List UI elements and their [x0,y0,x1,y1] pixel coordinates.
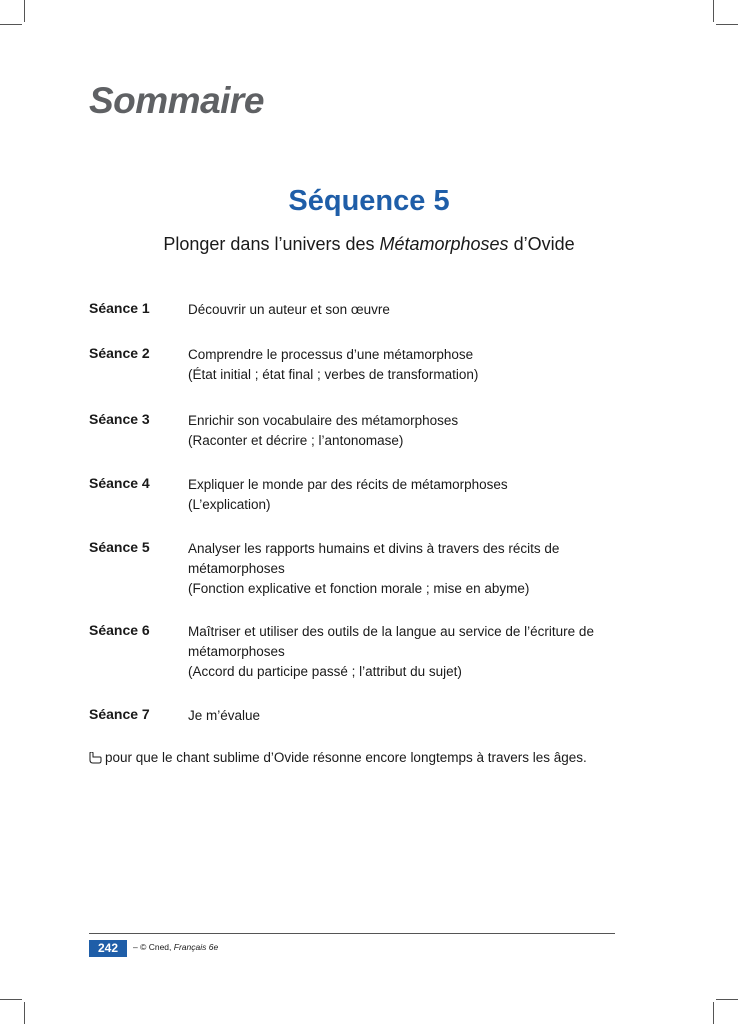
seance-description-line: Je m’évalue [188,708,261,723]
page-title: Sommaire [89,80,264,121]
seance-description-line: (Accord du participe passé ; l’attribut du sujet) [188,664,462,679]
footer-divider [89,933,615,934]
crop-mark [24,1002,25,1024]
seance-label: Séance 7 [89,706,150,722]
subtitle-work-title: Métamorphoses [379,234,509,254]
seance-description [188,345,658,385]
seance-description [188,300,658,320]
seance-description [188,411,658,451]
seance-description-line: (Fonction explicative et fonction morale ; mise en abyme) [188,581,530,596]
seance-description-line: Découvrir un auteur et son œuvre [188,302,390,317]
seance-description [188,475,658,515]
seance-description-line: Enrichir son vocabulaire des métamorphoses [188,413,459,428]
seance-label: Séance 3 [89,411,150,427]
seance-description-line: Expliquer le monde par des récits de métamorphoses [188,477,508,492]
seance-label: Séance 5 [89,539,150,555]
crop-mark [716,24,738,25]
seance-label: Séance 2 [89,345,150,361]
closing-text: pour que le chant sublime d’Ovide résonne encore longtemps à travers les âges. [105,750,587,765]
seance-description-line: métamorphoses [188,644,285,659]
crop-mark [713,0,714,22]
seance-description-line: Analyser les rapports humains et divins à travers des récits de [188,541,560,556]
footer-copyright [133,942,218,952]
crop-mark [0,24,22,25]
crop-mark [716,999,738,1000]
crop-mark [24,0,25,22]
seance-description [188,706,658,726]
footer-course-title: Français 6e [173,942,219,952]
seance-label: Séance 1 [89,300,150,316]
seance-label: Séance 6 [89,622,150,638]
subtitle-text: d’Ovide [508,234,575,254]
subtitle-text: Plonger dans l’univers des [163,234,380,254]
seance-description [188,539,658,599]
seance-description-line: Comprendre le processus d’une métamorphose [188,347,474,362]
pointing-hand-icon [89,752,103,767]
seance-label: Séance 4 [89,475,150,491]
crop-mark [0,999,22,1000]
seance-description-line: (Raconter et décrire ; l’antonomase) [188,433,404,448]
seance-description-line: (État initial ; état final ; verbes de transformation) [188,367,479,382]
seance-description-line: Maîtriser et utiliser des outils de la langue au service de l’écriture de [188,624,594,639]
sequence-title: Séquence 5 [288,185,450,217]
crop-mark [713,1002,714,1024]
seance-description [188,622,658,682]
seance-description-line: (L’explication) [188,497,271,512]
sequence-subtitle [0,234,738,255]
seance-description-line: métamorphoses [188,561,285,576]
page-number-badge: 242 [89,940,127,957]
footer-prefix: – © Cned, [133,942,174,952]
closing-line [89,750,587,767]
